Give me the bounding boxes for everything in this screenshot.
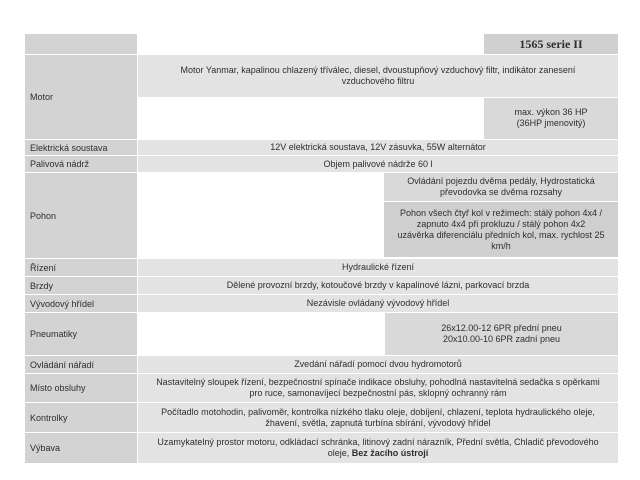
value-vybava: Uzamykatelný prostor motoru, odkládací schránka, litinový zadní nárazník, Přední světla, Chladič převodového oleje, Bez žacího ústrojí (137, 433, 618, 463)
spec-table (25, 34, 618, 464)
header-row (25, 34, 618, 55)
motor-power: max. výkon 36 HP (36HP jmenovitý) (483, 98, 618, 140)
label-elektricka: Elektrická soustava (25, 140, 137, 155)
value-pneumatiky: 26x12.00-12 6PR přední pneu 20x10.00-10 6PR zadní pneu (384, 313, 618, 355)
label-palivova: Palivová nádrž (25, 156, 137, 172)
label-kontrolky: Kontrolky (25, 403, 137, 432)
row-rizeni (25, 259, 618, 277)
row-vyvodovy (25, 295, 618, 313)
value-elektricka: 12V elektrická soustava, 12V zásuvka, 55W alternátor (137, 140, 618, 155)
label-misto: Místo obsluhy (25, 374, 137, 402)
row-motor (25, 55, 618, 140)
label-brzdy: Brzdy (25, 277, 137, 294)
model-header (483, 34, 618, 54)
header-label-cell (25, 34, 137, 54)
label-pneumatiky: Pneumatiky (25, 313, 137, 355)
row-palivova (25, 156, 618, 173)
label-vyvodovy: Vývodový hřídel (25, 295, 137, 312)
label-rizeni: Řízení (25, 259, 137, 276)
value-ovladani: Zvedání nářadí pomocí dvou hydromotorů (137, 356, 618, 373)
pohon-pedals: Ovládání pojezdu dvěma pedály, Hydrostatická převodovka se dvěma rozsahy (384, 173, 618, 201)
value-vyvodovy: Nezávisle ovládaný vývodový hřídel (137, 295, 618, 312)
row-kontrolky (25, 403, 618, 433)
no-mower-note: Bez žacího ústrojí (351, 448, 429, 458)
row-pneumatiky (25, 313, 618, 356)
model-title: 1565 serie II (519, 36, 583, 51)
value-palivova: Objem palivové nádrže 60 l (137, 156, 618, 172)
row-ovladani (25, 356, 618, 374)
label-vybava: Výbava (25, 433, 137, 463)
label-motor: Motor (25, 55, 137, 139)
motor-description: Motor Yanmar, kapalinou chlazený tříválec, diesel, dvoustupňový vzduchový filtr, indikátor zanesení vzduchového filtru (138, 55, 618, 97)
value-rizeni: Hydraulické řízení (137, 259, 618, 276)
row-brzdy (25, 277, 618, 295)
label-ovladani: Ovládání nářadí (25, 356, 137, 373)
pohon-4x4: Pohon všech čtyř kol v režimech: stálý pohon 4x4 / zapnuto 4x4 při prokluzu / stálý pohon 4x2 uzávěrka diferenciálu předních kol, max. rychlost 25 km/h (384, 201, 618, 257)
value-kontrolky: Počítadlo motohodin, palivoměr, kontrolka nízkého tlaku oleje, dobíjení, chlazení, teplota hydraulického oleje, žhavení, světla, zapnutá turbína sbírání, vývodový hřídel (137, 403, 618, 432)
row-misto (25, 374, 618, 403)
row-elektricka (25, 140, 618, 156)
header-blank (138, 34, 483, 54)
label-pohon: Pohon (25, 173, 137, 258)
value-misto: Nastavitelný sloupek řízení, bezpečnostní spínače indikace obsluhy, pohodlná nastavitelná sedačka s opěrkami pro ruce, samonavíjecí bezpečnostní pás, sklopný ochranný rám (137, 374, 618, 402)
value-brzdy: Dělené provozní brzdy, kotoučové brzdy v kapalinové lázni, parkovací brzda (137, 277, 618, 294)
row-vybava (25, 433, 618, 464)
row-pohon (25, 173, 618, 259)
